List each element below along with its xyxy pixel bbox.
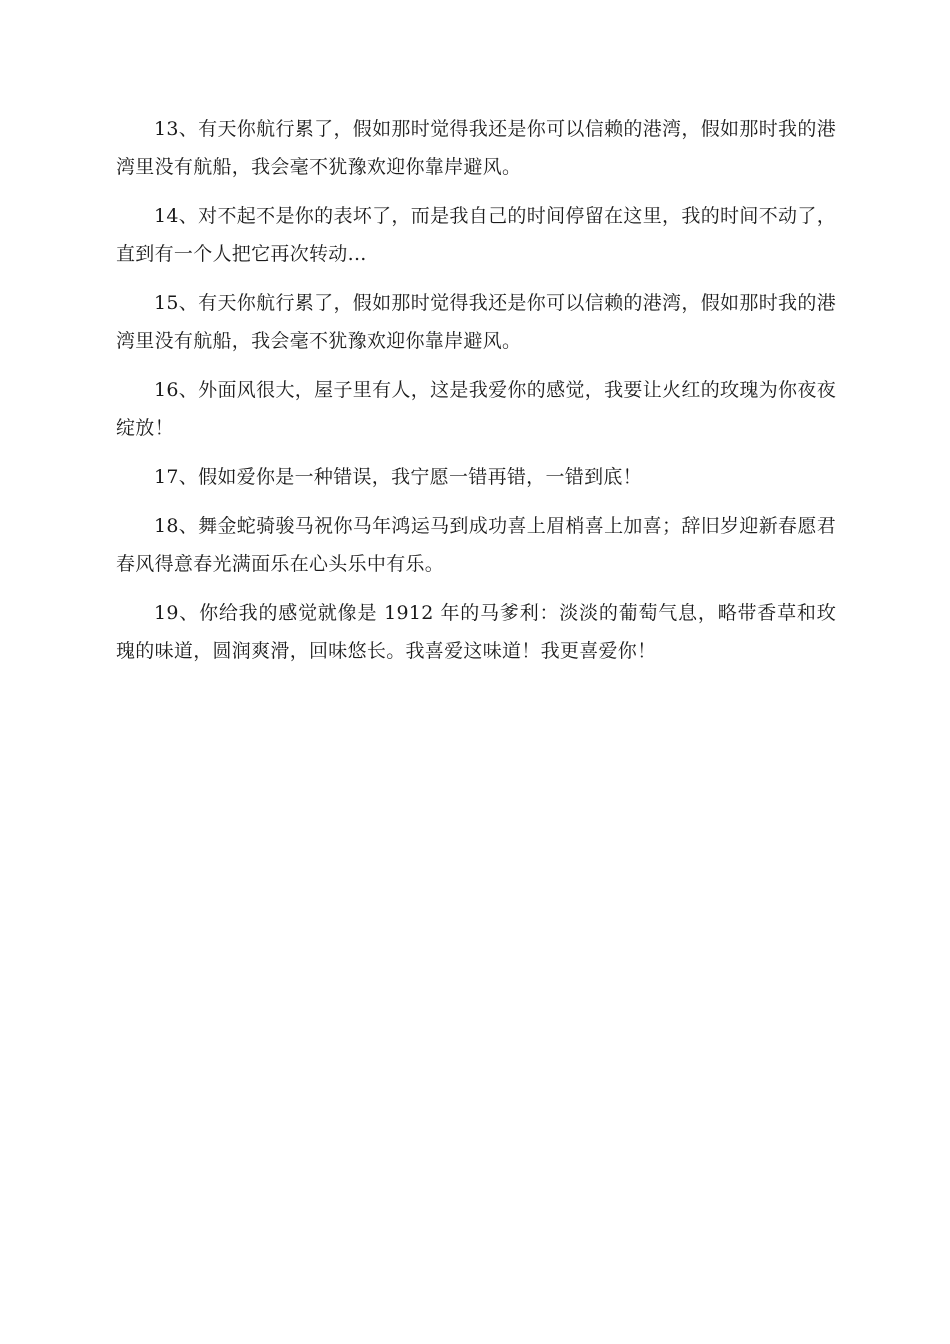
paragraph-19: 19、你给我的感觉就像是 1912 年的马爹利：淡淡的葡萄气息，略带香草和玫瑰的味道，圆润爽滑，回味悠长。我喜爱这味道！我更喜爱你！ [116,602,836,662]
document-body [116,110,836,681]
paragraph-17: 17、假如爱你是一种错误，我宁愿一错再错，一错到底！ [154,466,642,488]
paragraph-18: 18、舞金蛇骑骏马祝你马年鸿运马到成功喜上眉梢喜上加喜；辞旧岁迎新春愿君春风得意春光满面乐在心头乐中有乐。 [116,515,836,575]
paragraph-13: 13、有天你航行累了，假如那时觉得我还是你可以信赖的港湾，假如那时我的港湾里没有航船，我会毫不犹豫欢迎你靠岸避风。 [116,118,836,178]
paragraph-15: 15、有天你航行累了，假如那时觉得我还是你可以信赖的港湾，假如那时我的港湾里没有航船，我会毫不犹豫欢迎你靠岸避风。 [116,292,836,352]
paragraph-16: 16、外面风很大，屋子里有人，这是我爱你的感觉，我要让火红的玫瑰为你夜夜绽放！ [116,379,836,439]
paragraph-14: 14、对不起不是你的表坏了，而是我自己的时间停留在这里，我的时间不动了，直到有一个人把它再次转动... [116,205,836,265]
